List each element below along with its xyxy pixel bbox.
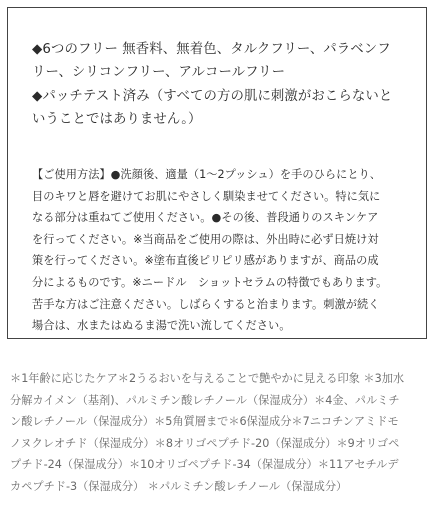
footnote-line: ン酸レチノール（保湿成分）＊5角質層まで＊6保湿成分＊7ニコチンアミドモ [10, 415, 399, 428]
usage-line: 苦手な方はご注意ください。しばらくすると治まります。刺激が続く [32, 297, 380, 311]
footnotes-section [10, 368, 430, 497]
usage-line: なる部分は重ねてご使用ください。●その後、普段通りのスキンケア [32, 211, 379, 225]
usage-line: を行ってください。※当商品をご使用の際は、外出時に必ず日焼け対 [32, 232, 379, 246]
footnote-line: 分解カイメン（基剤)、パルミチン酸レチノール（保湿成分）＊4金、パルミチ [10, 393, 400, 407]
free-features-line: リー、シリコンフリー、アルコールフリー [32, 65, 286, 81]
usage-line: 場合は、水またはぬるま湯で洗い流してください。 [32, 319, 291, 333]
usage-instructions-section [32, 164, 422, 337]
usage-line: 策を行ってください。※塗布直後ピリピリ感がありますが、商品の成 [32, 254, 379, 268]
usage-line: 目のキワと唇を避けてお肌にやさしく馴染ませてください。特に気に [32, 189, 381, 203]
usage-line: 分によるものです。※ニードル ショットセラムの特徴でもあります。 [32, 275, 388, 289]
patch-test-line: いうことではありません。） [32, 111, 202, 127]
footnote-line: カペプチド-3（保湿成分） ＊パルミチン酸レチノール（保湿成分） [10, 479, 348, 493]
free-features-section [32, 38, 422, 131]
footnote-line: ＊1年齢に応じたケア＊2うるおいを与えることで艶やかに見える印象 ＊3加水 [10, 372, 405, 385]
patch-test-line: ◆パッチテスト済み（すべての方の肌に刺激がおこらないと [32, 88, 393, 104]
footnote-line: プチド-24（保湿成分）＊10オリゴペプチド-34（保湿成分）＊11アセチルデ [10, 458, 399, 471]
product-notice-box [7, 7, 427, 339]
usage-line: 【ご使用方法】●洗顔後、適量（1～2プッシュ）を手のひらにとり、 [32, 168, 382, 181]
footnote-line: ノヌクレオチド（保湿成分）＊8オリゴペプチド-20（保湿成分）＊9オリゴペ [10, 436, 400, 450]
free-features-line: ◆6つのフリー 無香料、無着色、タルクフリー、パラベンフ [32, 42, 391, 57]
